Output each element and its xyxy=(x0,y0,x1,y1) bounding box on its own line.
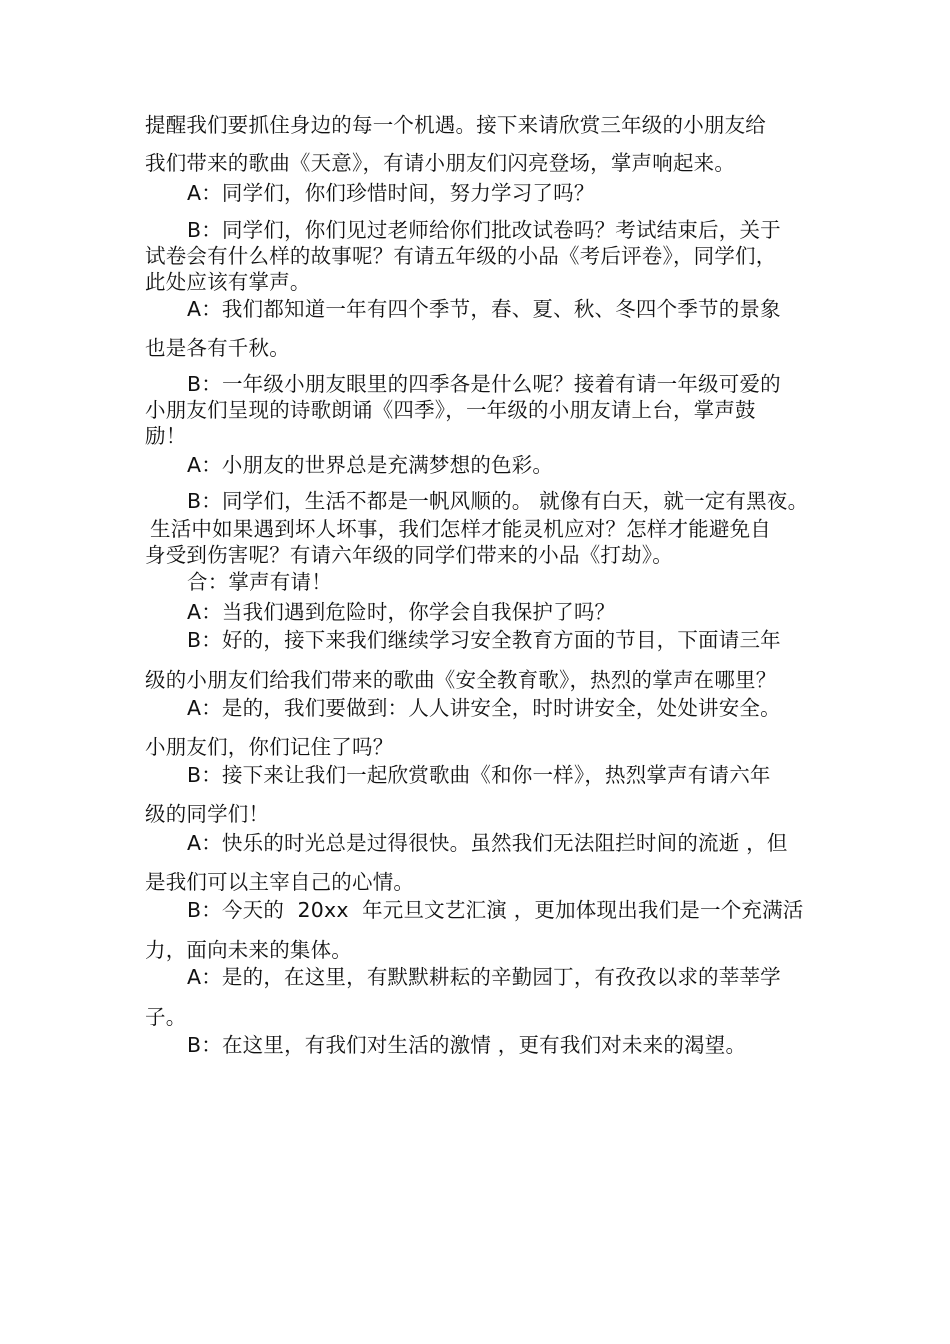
text-line: B：在这里，有我们对生活的激情 ，更有我们对未来的渴望。 xyxy=(187,1033,747,1057)
text-line: 级的小朋友们给我们带来的歌曲《安全教育歌》，热烈的掌声在哪里？ xyxy=(145,668,777,692)
text-line: B：好的，接下来我们继续学习安全教育方面的节目，下面请三年 xyxy=(187,628,781,652)
text-line: B：同学们，你们见过老师给你们批改试卷吗？考试结束后，关于 xyxy=(187,218,781,242)
text-line: A：小朋友的世界总是充满梦想的色彩。 xyxy=(187,453,554,477)
text-line: A：是的，我们要做到：人人讲安全，时时讲安全，处处讲安全。 xyxy=(187,696,781,720)
text-line: 生活中如果遇到坏人坏事，我们怎样才能灵机应对？怎样才能避免自 xyxy=(150,517,771,541)
text-line: B：一年级小朋友眼里的四季各是什么呢？接着有请一年级可爱的 xyxy=(187,372,781,396)
text-line: 提醒我们要抓住身边的每一个机遇。接下来请欣赏三年级的小朋友给 xyxy=(145,113,766,137)
text-line: A：是的，在这里，有默默耕耘的辛勤园丁，有孜孜以求的莘莘学 xyxy=(187,965,781,989)
text-line: 是我们可以主宰自己的心情。 xyxy=(145,870,415,894)
text-line: A：快乐的时光总是过得很快。虽然我们无法阻拦时间的流逝 ，但 xyxy=(187,831,788,855)
text-line: 力，面向未来的集体。 xyxy=(145,938,352,962)
text-line: 级的同学们！ xyxy=(145,802,270,826)
text-line: A：当我们遇到危险时，你学会自我保护了吗？ xyxy=(187,600,616,624)
text-line: 合：掌声有请！ xyxy=(187,570,332,594)
text-line: A：我们都知道一年有四个季节，春、夏、秋、冬四个季节的景象 xyxy=(187,297,781,321)
text-line: B：同学们，生活不都是一帆风顺的。 就像有白天，就一定有黑夜。 xyxy=(187,489,809,513)
text-line: 子。 xyxy=(145,1005,187,1029)
text-line: 也是各有千秋。 xyxy=(145,336,290,360)
text-line: 励！ xyxy=(145,424,187,448)
text-line: 此处应该有掌声。 xyxy=(145,270,311,294)
text-line: 我们带来的歌曲《天意》，有请小朋友们闪亮登场，掌声响起来。 xyxy=(145,151,736,175)
text-line: A：同学们，你们珍惜时间，努力学习了吗？ xyxy=(187,181,595,205)
text-line: 身受到伤害呢？有请六年级的同学们带来的小品《打劫》。 xyxy=(145,543,673,567)
text-line: 小朋友们呈现的诗歌朗诵《四季》，一年级的小朋友请上台，掌声鼓 xyxy=(145,398,756,422)
text-line: B：接下来让我们一起欣赏歌曲《和你一样》，热烈掌声有请六年 xyxy=(187,763,771,787)
text-line: 小朋友们，你们记住了吗？ xyxy=(145,735,394,759)
text-line: B：今天的 20xx 年元旦文艺汇演 ，更加体现出我们是一个充满活 xyxy=(187,898,804,922)
text-line: 试卷会有什么样的故事呢？有请五年级的小品《考后评卷》，同学们， xyxy=(145,244,777,268)
